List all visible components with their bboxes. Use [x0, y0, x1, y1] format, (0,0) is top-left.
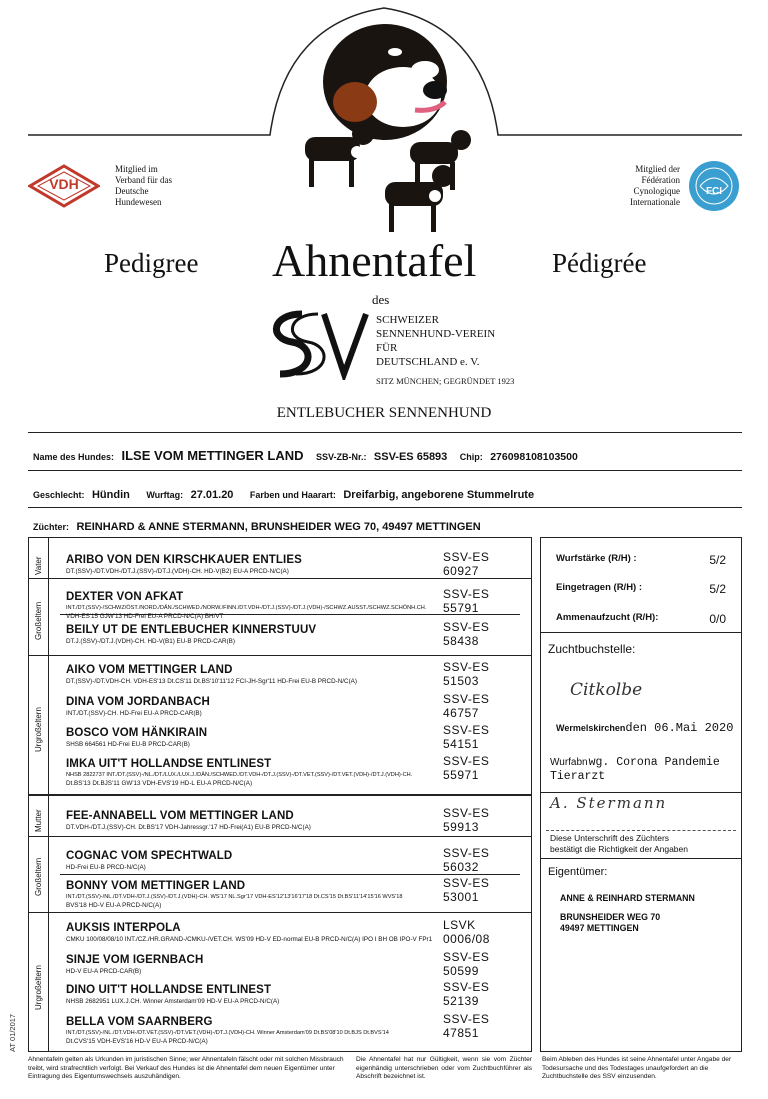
ancestor-entry-dam-dam — [66, 876, 526, 909]
ancestor-entry-dam — [66, 806, 526, 832]
ancestor-name: AIKO VOM METTINGER LAND — [66, 664, 233, 676]
zuchtbuch-wurfabn-row — [550, 752, 720, 770]
ancestor-info: INT./DT.(SSV)-CH. HD-Frei EU-A PRCD-CAR(B) — [66, 710, 202, 717]
ancestor-entry-ggd2 — [66, 950, 526, 976]
ancestor-name: AUKSIS INTERPOLA — [66, 922, 181, 934]
ancestor-name: COGNAC VOM SPECHTWALD — [66, 850, 233, 862]
ancestor-name: DINO UIT'T HOLLANDSE ENTLINEST — [66, 984, 272, 996]
ancestor-reg: SSV-ES 47851 — [443, 1012, 490, 1040]
fci-logo-text: FCI — [705, 186, 723, 197]
ancestor-info: HD-V EU-A PRCD-CAR(B) — [66, 968, 142, 975]
ancestor-entry-dam-sire — [66, 846, 526, 872]
club-seat: SITZ MÜNCHEN; GEGRÜNDET 1923 — [376, 376, 515, 386]
ancestor-entry-ggd3 — [66, 980, 526, 1006]
zuchtbuch-place: Wermelskirchen — [556, 723, 626, 733]
ancestor-reg: SSV-ES 55971 — [443, 754, 490, 782]
club-name: SCHWEIZER SENNENHUND-VEREIN FÜR DEUTSCHLAND e. V. — [376, 314, 496, 368]
ancestor-info: INT./DT.(SSV)-/NL./DT.VDH-/DT.J.(SSV)-/DT.J.(VDH)-CH. WS'17 NL.Sgr'17 VDH-ES'12'13'16'17'18 Dt.CS'15 Dt.BS'11'14'15'16 WVS'18 — [66, 894, 403, 900]
ancestor-reg: SSV-ES 53001 — [443, 876, 490, 904]
litter-registered-row — [556, 582, 726, 596]
breeder-signature-note: Diese Unterschrift des Züchters bestätigt die Richtigkeit der Angaben — [550, 833, 688, 854]
ancestor-name: DEXTER VON AFKAT — [66, 591, 184, 603]
wurfabn-label: Wurfabn — [550, 757, 588, 768]
ancestor-name: BOSCO VOM HÄNKIRAIN — [66, 727, 208, 739]
ancestor-reg: SSV-ES 55791 — [443, 587, 490, 615]
dog-color: Dreifarbig, angeborene Stummelrute — [343, 489, 535, 501]
ancestor-info: DT.(SSV)-/DT.VDH-CH. VDH-ES'13 Dt.CS'11 Dt.BS'10'11'12 FCI-JH-Sgr'11 HD-Frei EU-B PRCD-N/C(A) — [66, 678, 357, 685]
ancestor-entry-ggd4 — [66, 1012, 526, 1045]
pedigree-title-fr: Pédigrée — [552, 248, 647, 278]
ancestor-entry-ggs1 — [66, 660, 526, 686]
ancestor-entry-ggd1 — [66, 918, 526, 944]
dog-illustration — [285, 12, 475, 237]
footer-middle: Die Ahnentafel hat nur Gültigkeit, wenn sie vom Züchter eigenhändig unterschrieben oder vom Zuchtbuchführer als Abschrift bezeichnet ist. — [356, 1056, 532, 1080]
ancestor-info: DT.J.(SSV)-/DT.J.(VDH)-CH. HD-V(B1) EU-B PRCD-CAR(B) — [66, 638, 235, 645]
zuchtbuch-date: den 06.Mai 2020 — [625, 721, 734, 735]
dog-sex-row — [33, 485, 534, 503]
label-urgrosseltern-sire: Urgroßeltern — [34, 707, 43, 752]
label-grosseltern-sire: Großeltern — [34, 601, 43, 640]
label-urgrosseltern-dam: Urgroßeltern — [34, 965, 43, 1010]
ancestor-info: Dt.CVS'15 VDH-EVS'16 HD-V EU-A PRCD-N/C(A) — [66, 1037, 208, 1045]
chip-label: Chip: — [459, 452, 483, 462]
owner-address: ANNE & REINHARD STERMANN BRUNSHEIDER WEG 70 49497 METTINGEN — [560, 893, 695, 933]
chip-number: 276098108103500 — [490, 451, 578, 463]
label-vater: Vater — [34, 556, 43, 575]
breeder-name: REINHARD & ANNE STERMANN, BRUNSHEIDER WEG 70, 49497 METTINGEN — [76, 521, 481, 533]
vdh-logo-text: VDH — [49, 176, 79, 192]
ancestor-reg: SSV-ES 51503 — [443, 660, 490, 688]
ancestor-name: IMKA UIT'T HOLLANDSE ENTLINEST — [66, 758, 272, 770]
footer-right: Beim Ableben des Hundes ist seine Ahnentafel unter Angabe der Todesursache und des Todestages unaufgefordert an die Zuchtbuchstelle des SSV einzusenden. — [542, 1056, 732, 1080]
dog-name: ILSE VOM METTINGER LAND — [121, 448, 304, 463]
litter-size-label: Wurfstärke (R/H) : — [556, 553, 637, 564]
sex-label: Geschlecht: — [33, 490, 85, 500]
litter-foster: 0/0 — [709, 612, 726, 626]
ancestor-name: BELLA VOM SAARNBERG — [66, 1016, 213, 1028]
ancestor-info: CMKU 100/08/08/10 INT./CZ./HR.GRAND-/CMKU-/VET.CH. WS'09 HD-V ED-normal EU-B PRCD-N/C(A) IPO I BH OB IPO-V FPr1 — [66, 936, 433, 943]
ancestor-entry-ggs4 — [66, 754, 526, 787]
ancestor-name: BONNY VOM METTINGER LAND — [66, 880, 246, 892]
main-title: Ahnentafel — [272, 235, 477, 286]
litter-registered: 5/2 — [709, 582, 726, 596]
ancestor-entry-ggs2 — [66, 692, 526, 718]
ancestor-info: BVS'18 HD-V EU-A PRCD-N/C(A) — [66, 901, 162, 909]
ssv-logo-icon — [262, 308, 370, 380]
ancestor-info: VDH-ES'15 GJW'13 HD-Frei EU-A PRCD-N/C(A) BH/VT — [66, 612, 224, 620]
zuchtbuch-label: Zuchtbuchstelle: — [548, 642, 636, 656]
litter-size: 5/2 — [709, 553, 726, 567]
tierarzt-text: Tierarzt — [550, 770, 606, 783]
ancestor-info: DT.(SSV)-/DT.VDH-/DT.J.(SSV)-/DT.J.(VDH)-CH. HD-V(B2) EU-A PRCD-N/C(A) — [66, 568, 289, 575]
des-text: des — [372, 292, 390, 307]
footer-left: Ahnentafeln gelten als Urkunden im juristischen Sinne; wer Ahnentafeln fälscht oder mit solchen Missbrauch treibt, wird strafrechtlich verfolgt. Bei Verkauf des Hundes ist die Ahnentafel dem neuen Eigentümer unter Eintragung des Eigentumswechsels auszuhändigen. — [28, 1056, 344, 1080]
whelped-label: Wurftag: — [146, 490, 184, 500]
ancestor-reg: SSV-ES 56032 — [443, 846, 490, 874]
ancestor-entry-sire — [66, 550, 526, 576]
litter-registered-label: Eingetragen (R/H) : — [556, 582, 643, 593]
litter-foster-label: Ammenaufzucht (R/H): — [556, 612, 659, 623]
owner-box — [540, 859, 742, 1052]
ancestor-entry-sire-sire — [66, 587, 526, 620]
ancestor-reg: SSV-ES 46757 — [443, 692, 490, 720]
breed-name: ENTLEBUCHER SENNENHUND — [276, 405, 492, 421]
breeder-row — [33, 517, 481, 535]
ancestor-reg: LSVK 0006/08 — [443, 918, 490, 946]
ancestor-reg: SSV-ES 58438 — [443, 620, 490, 648]
label-grosseltern-dam: Großeltern — [34, 857, 43, 896]
ancestor-entry-sire-dam — [66, 620, 526, 646]
ancestor-reg: SSV-ES 50599 — [443, 950, 490, 978]
zuchtbuch-signature: Citkolbe — [570, 680, 643, 700]
ancestor-reg: SSV-ES 52139 — [443, 980, 490, 1008]
ancestor-info: INT./DT.(SSV)-/NL./DT.VDH-/DT.VET.(SSV)-/DT.VET.(VDH)-/DT.J.(VDH)-CH. Winner Amsterdam'09 Dt.BS'08'10 Dt.BJS Dt.BVS'14 — [66, 1030, 389, 1036]
zb-label: SSV-ZB-Nr.: — [315, 452, 367, 462]
pedigree-title-en: Pedigree — [104, 248, 199, 278]
ancestor-name: ARIBO VON DEN KIRSCHKAUER ENTLIES — [66, 554, 302, 566]
vdh-member-text: Mitglied im Verband für das Deutsche Hundewesen — [115, 164, 172, 207]
breeder-label: Züchter: — [33, 522, 69, 532]
zb-number: SSV-ES 65893 — [373, 451, 448, 463]
ancestor-info: NHSB 2822737 INT./DT.(SSV)-/NL./DT./LUX./LUX.J./DÄN./SCHWED./DT.VDH-/DT.J.(SSV)-/DT.VET.(SSV)-/DT.VET.(VDH)-/DT.J.(VDH)-CH. — [66, 772, 413, 778]
ancestor-info: INT./DT.(SSV)-/SCHWZ/ÖST./NORD./DÄN./SCHWED./NORW./FINN./DT.VDH-/DT.J.(SSV)-/DT.J.(VDH)-/SCHWZ.AUSST./SCHWZ.SCHÖNH.CH. — [66, 605, 427, 611]
form-code: AT 01/2017 — [8, 1013, 17, 1052]
owner-label: Eigentümer: — [548, 866, 608, 878]
label-mutter: Mutter — [34, 809, 43, 832]
ancestor-info: NHSB 2682951 LUX.J.CH. Winner Amsterdam'09 HD-V EU-A PRCD-N/C(A) — [66, 998, 280, 1005]
ancestor-info: DT.VDH-/DT.J.(SSV)-CH. Dt.BS'17 VDH-Jahressgr.'17 HD-Frei(A1) EU-B PRCD-N/C(A) — [66, 824, 311, 831]
name-label: Name des Hundes: — [33, 452, 115, 462]
ancestor-reg: SSV-ES 54151 — [443, 723, 490, 751]
dog-sex: Hündin — [91, 489, 130, 501]
ancestor-info: HD-Frei EU-B PRCD-N/C(A) — [66, 864, 146, 871]
wurfabn-note: wg. Corona Pandemie — [588, 756, 720, 769]
litter-foster-row — [556, 612, 726, 626]
breeder-signature: A. Stermann — [550, 794, 668, 812]
ancestor-name: BEILY UT DE ENTLEBUCHER KINNERSTUUV — [66, 624, 317, 636]
ancestor-reg: SSV-ES 60927 — [443, 550, 490, 578]
ancestor-entry-ggs3 — [66, 723, 526, 749]
ancestor-name: SINJE VOM IGERNBACH — [66, 954, 204, 966]
ancestor-info: SHSB 664561 HD-Frei EU-B PRCD-CAR(B) — [66, 741, 190, 748]
dog-whelped: 27.01.20 — [190, 489, 234, 501]
ancestor-name: FEE-ANNABELL VOM METTINGER LAND — [66, 810, 294, 822]
dog-name-row — [33, 447, 578, 465]
zuchtbuch-place-row — [556, 718, 733, 736]
color-label: Farben und Haarart: — [249, 490, 336, 500]
litter-size-row — [556, 553, 726, 567]
ancestor-reg: SSV-ES 59913 — [443, 806, 490, 834]
ancestor-info: Dt.BS'13 Dt.BJS'11 GW'13 VDH-EVS'19 HD-L EU-A PRCD-N/C(A) — [66, 779, 253, 787]
fci-member-text: Mitglied der Fédération Cynologique Internationale — [630, 164, 680, 207]
ancestor-name: DINA VOM JORDANBACH — [66, 696, 210, 708]
